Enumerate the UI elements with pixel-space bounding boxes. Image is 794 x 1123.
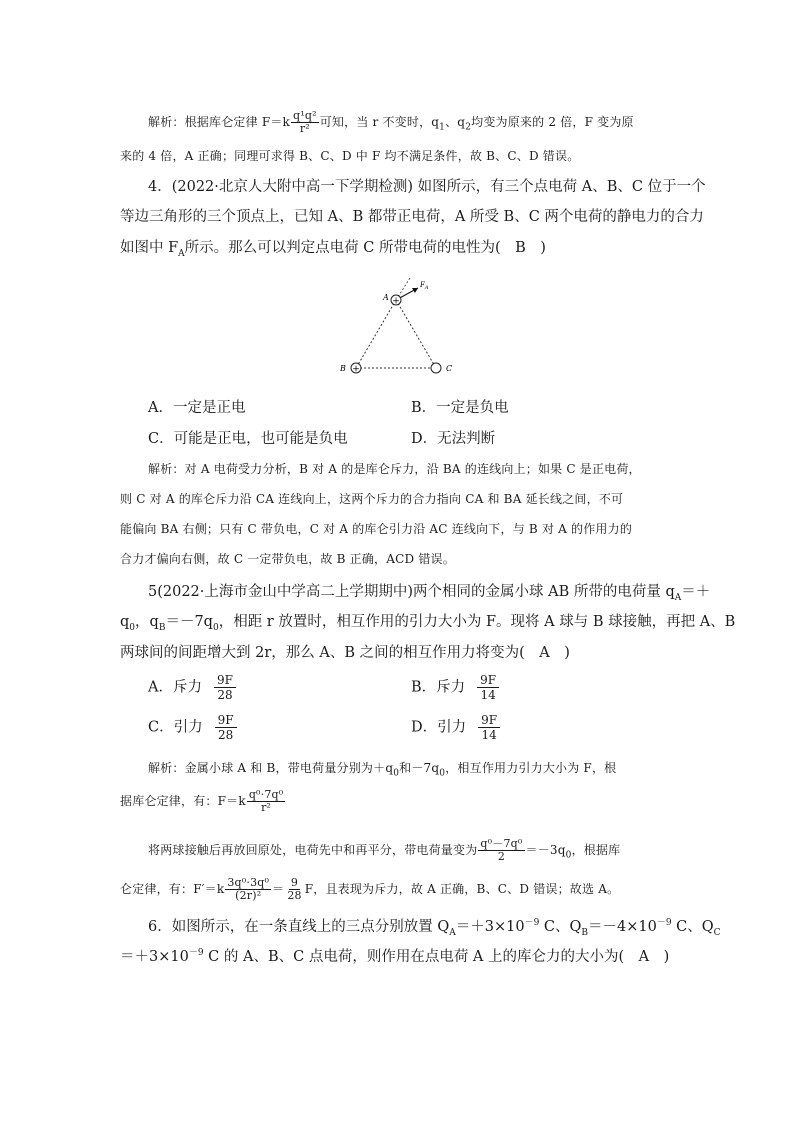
q4-option-d[interactable]: D．无法判断 <box>411 431 496 447</box>
explanation-4-line-2: 则 C 对 A 的库仑斥力沿 CA 连线向上，这两个斥力的合力指向 CA 和 BA 延长线之间，不可 <box>120 492 624 506</box>
explanation-5-line-4: 仑定律，有：F′＝k $\frac{\text{3q⁰·3q⁰}}{\text{(2r)²}}$ ＝ $\frac{9}{28}$ F，且表现为斥力，故 A 正确，B、C、D 错误；故选 A。 <box>120 876 620 902</box>
explanation-5-line-3: 将两球接触后再放回原处，电荷先中和再平分，带电荷量变为 $\frac{\text{q⁰－7q⁰}}{2}$ $=-3q_0$，根据库 <box>148 837 621 863</box>
q5-option-c[interactable]: C．引力 $\frac{9F}{28}$ <box>148 713 237 742</box>
explanation-3-line-1: 解析：根据库仑定律 F＝k $\frac{\text{q¹q²}}{\text{r²}}$ 可知，当 r 不变时，$q_1$、$q_2$均变为原来的 2 倍，F 变为原 <box>148 109 634 135</box>
explanation-4-line-1: 解析：对 A 电荷受力分析，B 对 A 的是库仑斥力，沿 BA 的连线向上；如果 C 是正电荷， <box>148 462 641 476</box>
q4-option-b[interactable]: B．一定是负电 <box>411 400 509 416</box>
question-4-line-1: 4．(2022·北京人大附中高一下学期检测) 如图所示，有三个点电荷 A、B、C 位于一个 <box>148 179 706 195</box>
q5-option-b[interactable]: B．斥力 $\frac{9F}{14}$ <box>411 673 499 702</box>
charge-c-circle <box>431 363 441 373</box>
q5-option-d[interactable]: D．引力 $\frac{9F}{14}$ <box>411 713 500 742</box>
q5-option-a[interactable]: A．斥力 $\frac{9F}{28}$ <box>148 673 236 702</box>
q4-option-a[interactable]: A．一定是正电 <box>148 400 246 416</box>
label-b: B <box>340 364 346 373</box>
q4-option-c[interactable]: C．可能是正电，也可能是负电 <box>148 431 348 447</box>
question-6-line-1: 6．如图所示，在一条直线上的三点分别放置 $Q_A=+3\times 10^{-9}$ C、$Q_B=-4\times 10^{-9}$ C、$Q_C$ <box>148 918 721 938</box>
explanation-5-line-1: 解析：金属小球 A 和 B，带电荷量分别为$+q_0$和$-7q_0$，相互作用力引力大小为 F，根 <box>148 761 617 779</box>
charge-b-sign: + <box>352 364 360 375</box>
side-ac <box>396 300 436 368</box>
charge-a-sign: + <box>392 296 400 307</box>
explanation-5-line-2: 据库仑定律，有：F＝k $\frac{\text{q⁰·7q⁰}}{\text{r²}}$ <box>120 788 284 814</box>
question-5-line-2: $q_0$，$q_B=-7q_0$，相距 r 放置时，相互作用的引力大小为 F。现将 A 球与 B 球接触，再把 A、B <box>120 614 736 633</box>
question-4-line-2: 等边三角形的三个顶点上，已知 A、B 都带正电荷，A 所受 B、C 两个电荷的静电力的合力 <box>120 209 704 225</box>
label-a: A <box>383 293 389 302</box>
question-5-line-3: 两球间的间距增大到 2r，那么 A、B 之间的相互作用力将变为( A ) <box>120 645 570 661</box>
question-6-line-2: $=+3\times 10^{-9}$ C 的 A、B、C 点电荷，则作用在点电荷 A 上的库仑力的大小为( A ) <box>120 948 670 965</box>
question-5-line-1: 5(2022·上海市金山中学高二上学期期中)两个相同的金属小球 AB 所带的电荷量 $q_A=+$ <box>148 584 711 603</box>
triangle-charge-figure <box>330 272 470 382</box>
explanation-4-line-3: 能偏向 BA 右侧；只有 C 带负电，C 对 A 的库仑引力沿 AC 连线向下，与 B 对 A 的作用力的 <box>120 522 633 536</box>
label-c: C <box>446 364 453 373</box>
label-fa: $F_A$ <box>420 281 429 291</box>
side-ab <box>356 300 396 368</box>
coulomb-fraction: $\frac{\text{q¹q²}}{\text{r²}}$ <box>293 109 317 135</box>
question-4-line-3: 如图中 $F_A$所示。那么可以判定点电荷 C 所带电荷的电性为( B ) <box>120 240 546 259</box>
explanation-3-line-2: 来的 4 倍，A 正确；同理可求得 B、C、D 中 F 均不满足条件，故 B、C、D 错误。 <box>120 149 580 163</box>
explanation-4-line-4: 合力才偏向右侧，故 C 一定带负电，故 B 正确，ACD 错误。 <box>120 552 455 566</box>
